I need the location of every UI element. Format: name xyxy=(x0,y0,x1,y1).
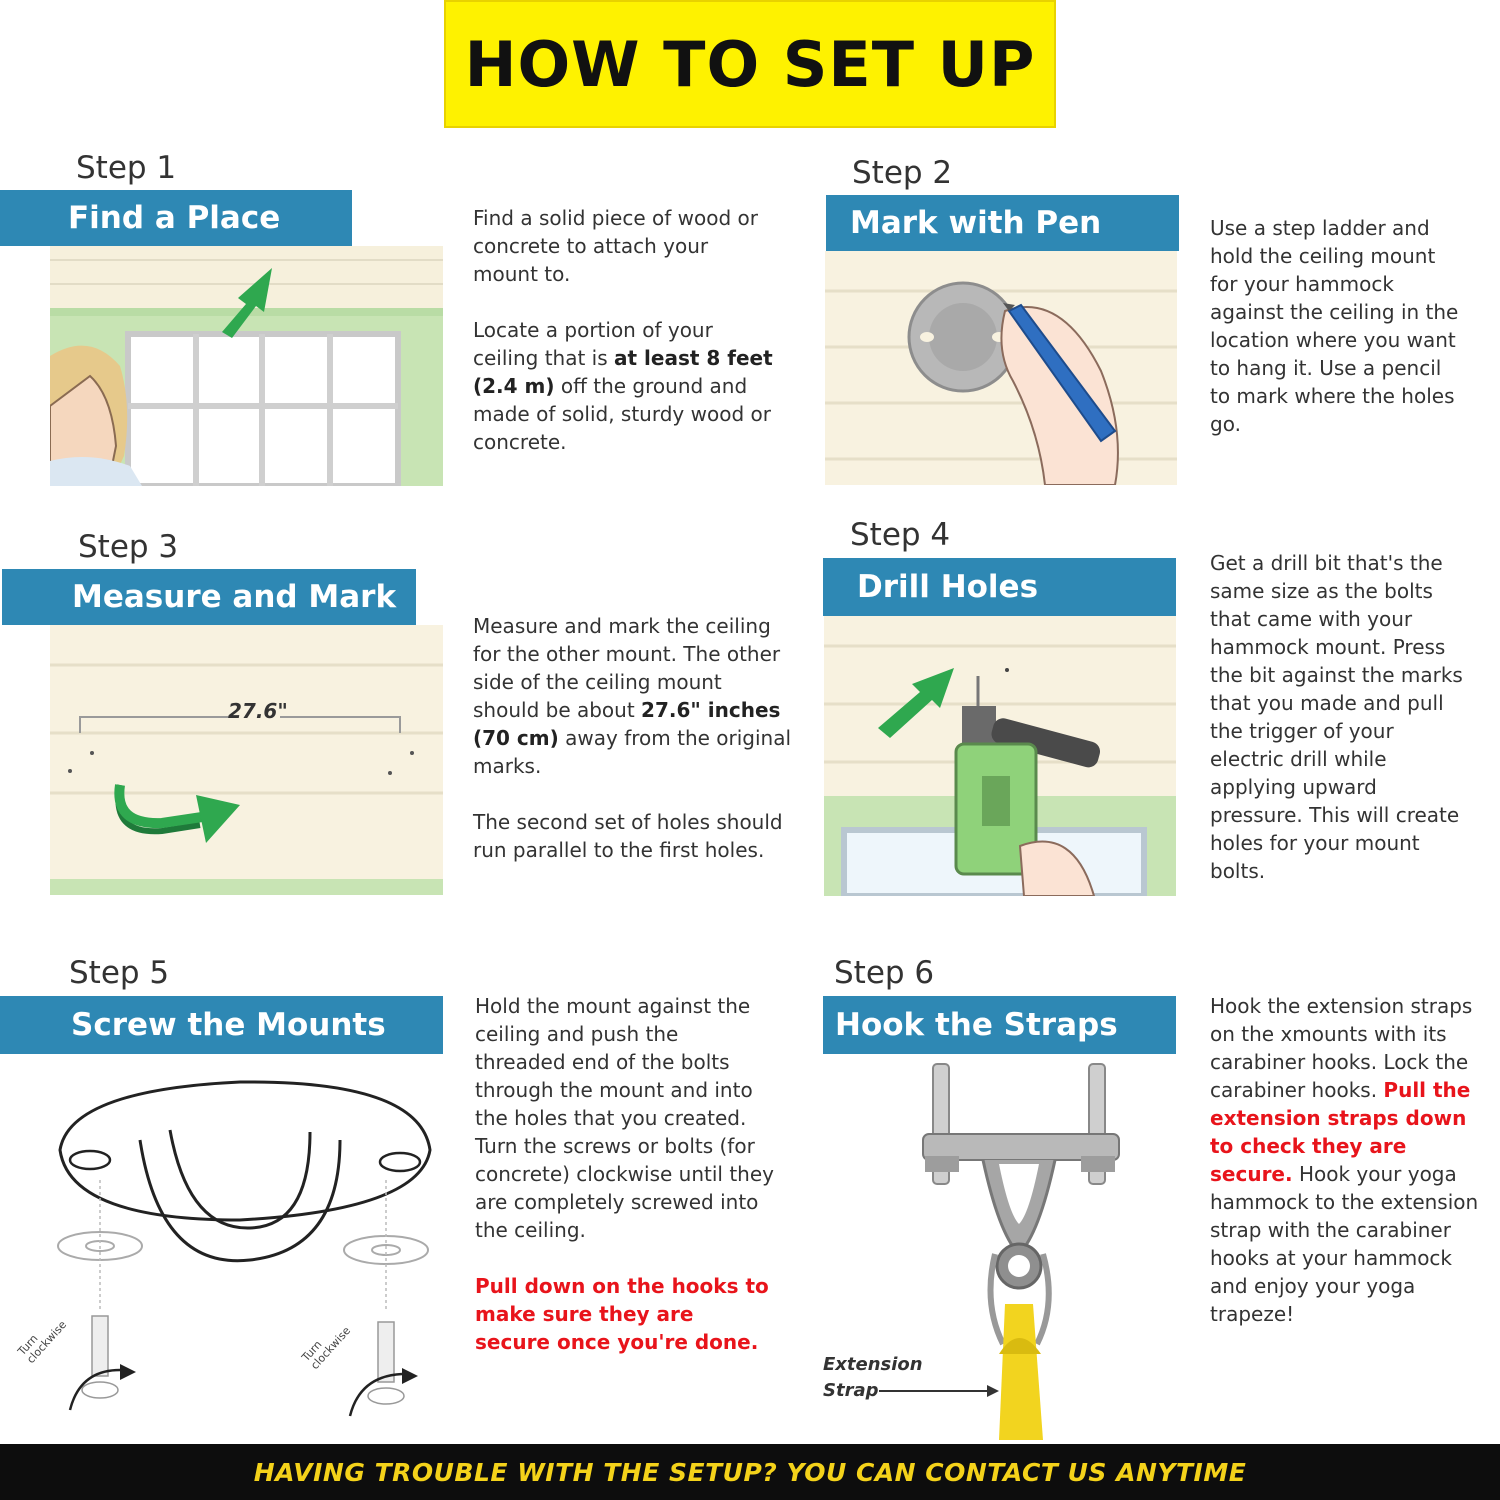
step-5-label: Step 5 xyxy=(69,955,170,991)
step-4-heading: Drill Holes xyxy=(823,558,1176,616)
step-4-label: Step 4 xyxy=(850,517,951,553)
step-1-heading: Find a Place xyxy=(0,190,352,246)
step-3-heading: Measure and Mark xyxy=(2,569,416,625)
title-banner xyxy=(444,0,1056,128)
step-5-text-1: Hold the mount against the ceiling and push the threaded end of the bolts through the mount and into the holes that you created. Turn the screws or bolts (for concrete) clockwise until they are completely screwed into the ceiling. xyxy=(475,994,774,1242)
step-2-description xyxy=(1210,214,1460,466)
step-5-warning: Pull down on the hooks to make sure they are secure once you're done. xyxy=(475,1274,769,1354)
step-5-turn-label-right: Turn clockwise xyxy=(299,1324,354,1373)
step-1-text-2: Locate a portion of your ceiling that is at least 8 feet (2.4 m) off the ground and made of solid, sturdy wood or concrete. xyxy=(473,318,773,454)
step-3-illustration xyxy=(50,625,443,895)
step-1-label: Step 1 xyxy=(76,150,177,186)
page-title: HOW TO SET UP xyxy=(464,27,1036,101)
step-3-text-1: Measure and mark the ceiling for the other mount. The other side of the ceiling mount should be about 27.6" inches (70 cm) away from the original marks. xyxy=(473,614,792,778)
step-1-illustration xyxy=(50,246,443,486)
step-4-text-1: Get a drill bit that's the same size as the bolts that came with your hammock mount. Press the bit against the marks that you made and pull the trigger of your electric drill while applying upward pressure. This will create holes for your mount bolts. xyxy=(1210,551,1463,883)
step-5-heading: Screw the Mounts xyxy=(0,996,443,1054)
step-1-description xyxy=(473,204,773,484)
step-3-text-2: The second set of holes should run parallel to the first holes. xyxy=(473,810,783,862)
step-2-heading: Mark with Pen xyxy=(826,195,1179,251)
step-5-illustration xyxy=(10,1060,450,1440)
step-6-heading: Hook the Straps xyxy=(823,996,1176,1054)
footer-banner xyxy=(0,1444,1500,1500)
step-6-strap-label: Extension Strap xyxy=(823,1354,923,1401)
step-6-text-1: Hook the extension straps on the xmounts with its carabiner hooks. Lock the carabiner hooks. Pull the extension straps down to check they are secure. Hook your yoga hammock to the extension strap with the carabiner hooks at your hammock and enjoy your yoga trapeze! xyxy=(1210,994,1479,1326)
step-2-label: Step 2 xyxy=(852,155,953,191)
step-3-description xyxy=(473,612,793,892)
step-6-description xyxy=(1210,992,1480,1356)
step-3-measure-label: 27.6" xyxy=(228,699,288,723)
step-4-description xyxy=(1210,549,1470,913)
step-4-illustration xyxy=(824,616,1176,896)
step-3-label: Step 3 xyxy=(78,529,179,565)
step-5-turn-label-left: Turn clockwise xyxy=(15,1318,70,1367)
step-5-description xyxy=(475,992,775,1384)
footer-contact-text: HAVING TROUBLE WITH THE SETUP? YOU CAN CONTACT US ANYTIME xyxy=(253,1457,1247,1487)
step-6-illustration xyxy=(823,1054,1176,1440)
step-1-text-1: Find a solid piece of wood or concrete to attach your mount to. xyxy=(473,206,758,286)
step-2-text-1: Use a step ladder and hold the ceiling mount for your hammock against the ceiling in the location where you want to hang it. Use a pencil to mark where the holes go. xyxy=(1210,216,1459,436)
step-2-illustration xyxy=(825,251,1177,485)
step-6-label: Step 6 xyxy=(834,955,935,991)
